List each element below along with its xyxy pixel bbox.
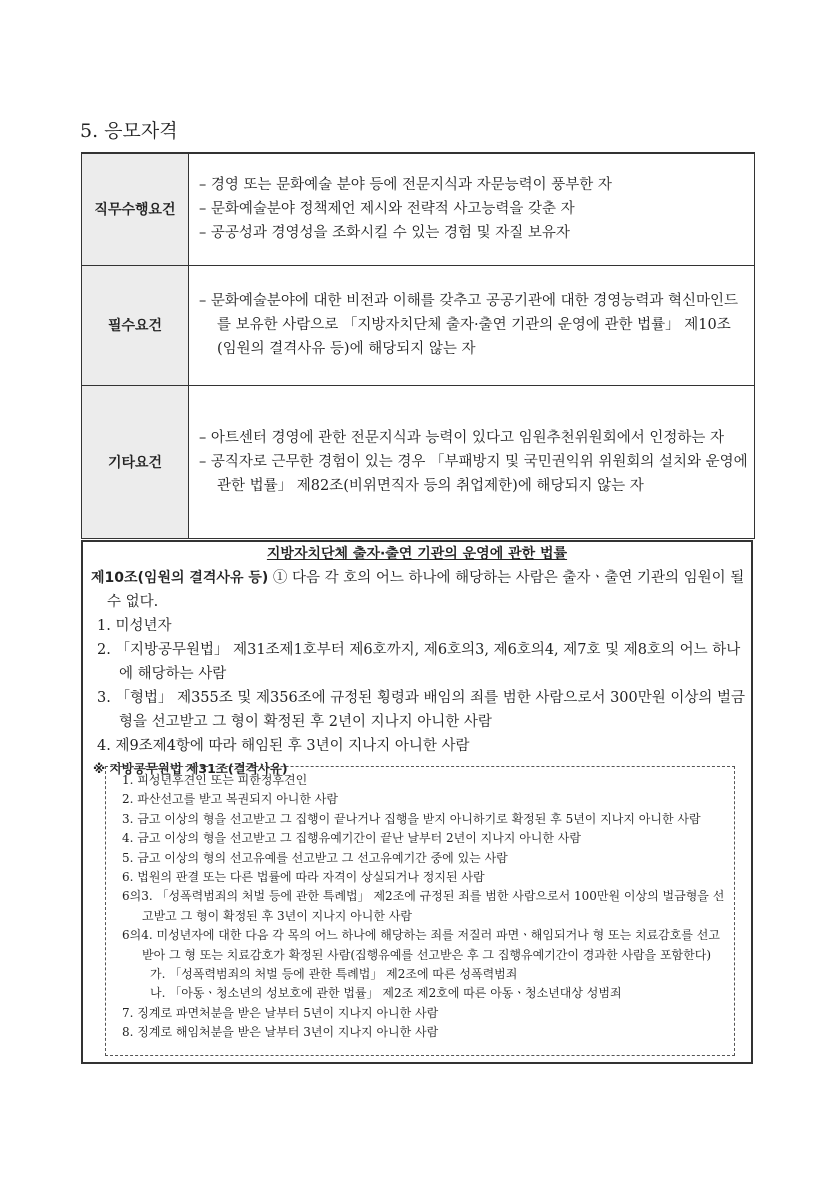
requirement-content-other bbox=[189, 385, 755, 538]
list-item: 6의4. 미성년자에 대한 다음 각 목의 어느 하나에 해당하는 죄를 저질러 파면ㆍ해임되거나 형 또는 치료감호를 선고받아 그 형 또는 치료감호가 확정된 사람(집행유예를 선고받은 후 그 집행유예기간이 경과한 사람을 포함한다) bbox=[122, 928, 720, 962]
requirement-item: – 아트센터 경영에 관한 전문지식과 능력이 있다고 임원추천위원회에서 인정하는 자 bbox=[199, 429, 724, 446]
requirement-item: – 문화예술분야에 대한 비전과 이해를 갖추고 공공기관에 대한 경영능력과 혁신마인드를 보유한 사람으로 「지방자치단체 출자·출연 기관의 운영에 관한 법률」 제10조(임원의 결격사유 등)에 해당되지 않는 자 bbox=[199, 293, 738, 357]
requirement-item: – 공직자로 근무한 경험이 있는 경우 「부패방지 및 국민권익위 위원회의 설치와 운영에 관한 법률」 제82조(비위면직자 등의 취업제한)에 해당되지 않는 자 bbox=[199, 453, 748, 494]
article-paragraph: 제10조(임원의 결격사유 등) ① 다음 각 호의 어느 하나에 해당하는 사람은 출자ㆍ출연 기관의 임원이 될 수 없다. bbox=[91, 570, 745, 610]
requirement-label-duty: 직무수행요건 bbox=[82, 153, 189, 265]
article-item: 3. 「형법」 제355조 및 제356조에 규정된 횡령과 배임의 죄를 범한 사람으로서 300만원 이상의 벌금형을 선고받고 그 형이 확정된 후 2년이 지나지 아니한 사람 bbox=[97, 690, 746, 730]
law-box bbox=[81, 540, 753, 1064]
section-title: 5. 응모자격 bbox=[80, 120, 178, 142]
list-item: 5. 금고 이상의 형의 선고유예를 선고받고 그 선고유예기간 중에 있는 사람 bbox=[122, 850, 508, 865]
disqualification-list bbox=[105, 766, 735, 1056]
requirement-content-duty bbox=[189, 153, 755, 265]
requirements-table bbox=[81, 152, 755, 539]
law-article bbox=[83, 566, 751, 758]
law-title: 지방자치단체 출자·출연 기관의 운영에 관한 법률 bbox=[266, 546, 568, 562]
list-item: 7. 징계로 파면처분을 받은 날부터 5년이 지나지 아니한 사람 bbox=[122, 1005, 439, 1020]
list-item: 2. 파산선고를 받고 복권되지 아니한 사람 bbox=[122, 792, 338, 807]
list-item: 6. 법원의 판결 또는 다른 법률에 따라 자격이 상실되거나 정지된 사람 bbox=[122, 870, 485, 885]
article-item: 1. 미성년자 bbox=[97, 618, 172, 634]
list-item: 1. 피성년후견인 또는 피한정후견인 bbox=[122, 773, 308, 787]
list-item: 6의3. 「성폭력범죄의 처벌 등에 관한 특례법」 제2조에 규정된 죄를 범한 사람으로서 100만원 이상의 벌금형을 선고받고 그 형이 확정된 후 3년이 지나지 아니한 사람 bbox=[122, 889, 725, 923]
requirement-item: – 경영 또는 문화예술 분야 등에 전문지식과 자문능력이 풍부한 자 bbox=[199, 177, 612, 194]
requirement-item: – 문화예술분야 정책제언 제시와 전략적 사고능력을 갖춘 자 bbox=[199, 201, 575, 218]
list-item: 8. 징계로 해임처분을 받은 날부터 3년이 지나지 아니한 사람 bbox=[122, 1025, 439, 1040]
requirement-label-essential: 필수요건 bbox=[82, 265, 189, 385]
list-item: 4. 금고 이상의 형을 선고받고 그 집행유예기간이 끝난 날부터 2년이 지나지 아니한 사람 bbox=[122, 831, 581, 846]
article-item: 4. 제9조제4항에 따라 해임된 후 3년이 지나지 아니한 사람 bbox=[97, 738, 470, 754]
list-subitem: 나. 「아동ㆍ청소년의 성보호에 관한 법률」 제2조 제2호에 따른 아동ㆍ청소년대상 성범죄 bbox=[150, 986, 622, 1001]
requirement-label-other: 기타요건 bbox=[82, 385, 189, 538]
list-subitem: 가. 「성폭력범죄의 처벌 등에 관한 특례법」 제2조에 따른 성폭력범죄 bbox=[150, 967, 518, 982]
article-item: 2. 「지방공무원법」 제31조제1호부터 제6호까지, 제6호의3, 제6호의4, 제7호 및 제8호의 어느 하나에 해당하는 사람 bbox=[97, 642, 741, 682]
requirement-content-essential bbox=[189, 265, 755, 385]
law-note: ※ 지방공무원법 제31조(결격사유) bbox=[93, 761, 288, 776]
list-item: 3. 금고 이상의 형을 선고받고 그 집행이 끝나거나 집행을 받지 아니하기로 확정된 후 5년이 지나지 아니한 사람 bbox=[122, 811, 701, 826]
requirement-item: – 공공성과 경영성을 조화시킬 수 있는 경험 및 자질 보유자 bbox=[199, 225, 570, 242]
